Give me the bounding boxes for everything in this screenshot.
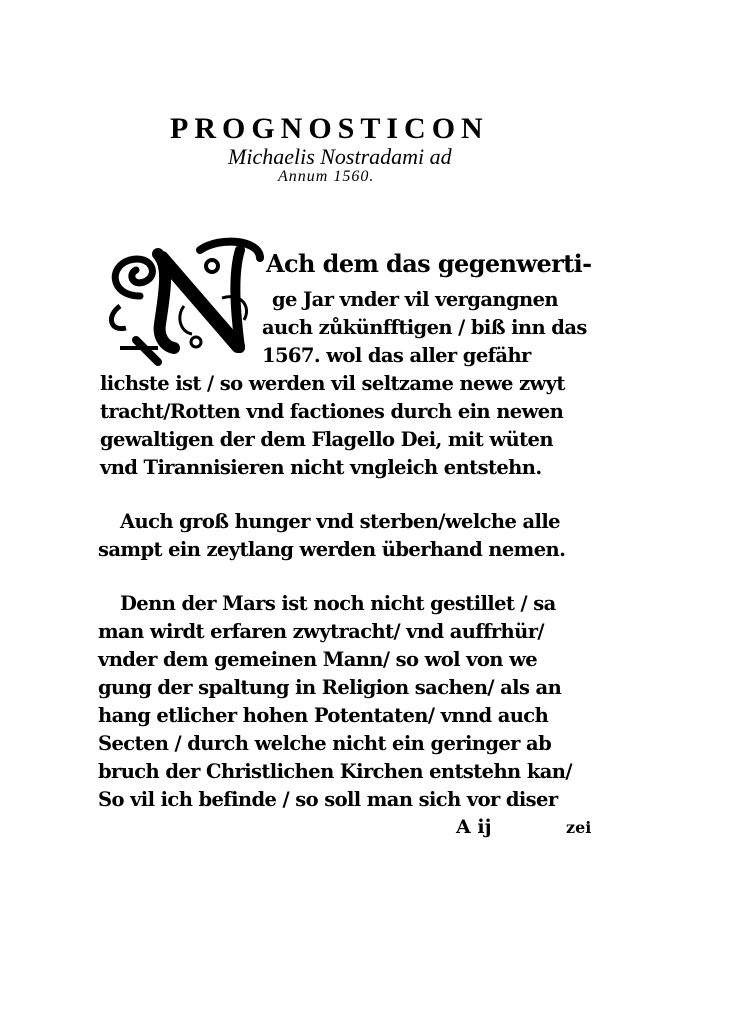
p2-line-2: sampt ein zeytlang werden überhand nemen. bbox=[98, 538, 566, 561]
p1-line-5: lichste ist / so werden vil seltzame newe zwyt bbox=[100, 372, 565, 395]
page-title: PROGNOSTICON bbox=[170, 112, 489, 145]
p2-line-1: Auch groß hunger vnd sterben/welche alle bbox=[120, 510, 560, 533]
year-line: Annum 1560. bbox=[278, 168, 375, 185]
p3-line-2: man wirdt erfaren zwytracht/ vnd auffrhür/ bbox=[98, 620, 544, 643]
p3-line-5: hang etlicher hohen Potentaten/ vnnd auch bbox=[98, 704, 549, 727]
p3-line-3: vnder dem gemeinen Mann/ so wol von we bbox=[98, 648, 538, 671]
ornamental-initial-icon bbox=[100, 236, 266, 366]
signature-mark: A ij bbox=[456, 816, 492, 838]
p1-line-4: 1567. wol das aller gefähr bbox=[262, 344, 531, 367]
p3-line-8: So vil ich befinde / so soll man sich vor diser bbox=[98, 788, 558, 811]
p1-line-6: tracht/Rotten vnd factiones durch ein newen bbox=[100, 400, 564, 423]
p1-line-2: ge Jar vnder vil vergangnen bbox=[272, 288, 558, 311]
p3-line-1: Denn der Mars ist noch nicht gestillet / sa bbox=[120, 592, 556, 615]
p1-line-7: gewaltigen der dem Flagello Dei, mit wüten bbox=[100, 428, 553, 451]
p3-line-7: bruch der Christlichen Kirchen entstehn kan/ bbox=[98, 760, 572, 783]
catchword: zei bbox=[566, 818, 592, 837]
p3-line-4: gung der spaltung in Religion sachen/ als an bbox=[98, 676, 562, 699]
page-subtitle: Michaelis Nostradami ad bbox=[228, 144, 452, 169]
p1-line-3: auch zůkünfftigen / biß inn das bbox=[262, 316, 587, 339]
p1-line-8: vnd Tirannisieren nicht vngleich entstehn. bbox=[100, 456, 542, 479]
p3-line-6: Secten / durch welche nicht ein geringer ab bbox=[98, 732, 552, 755]
p1-line-1: Ach dem das gegenwerti- bbox=[266, 249, 592, 278]
